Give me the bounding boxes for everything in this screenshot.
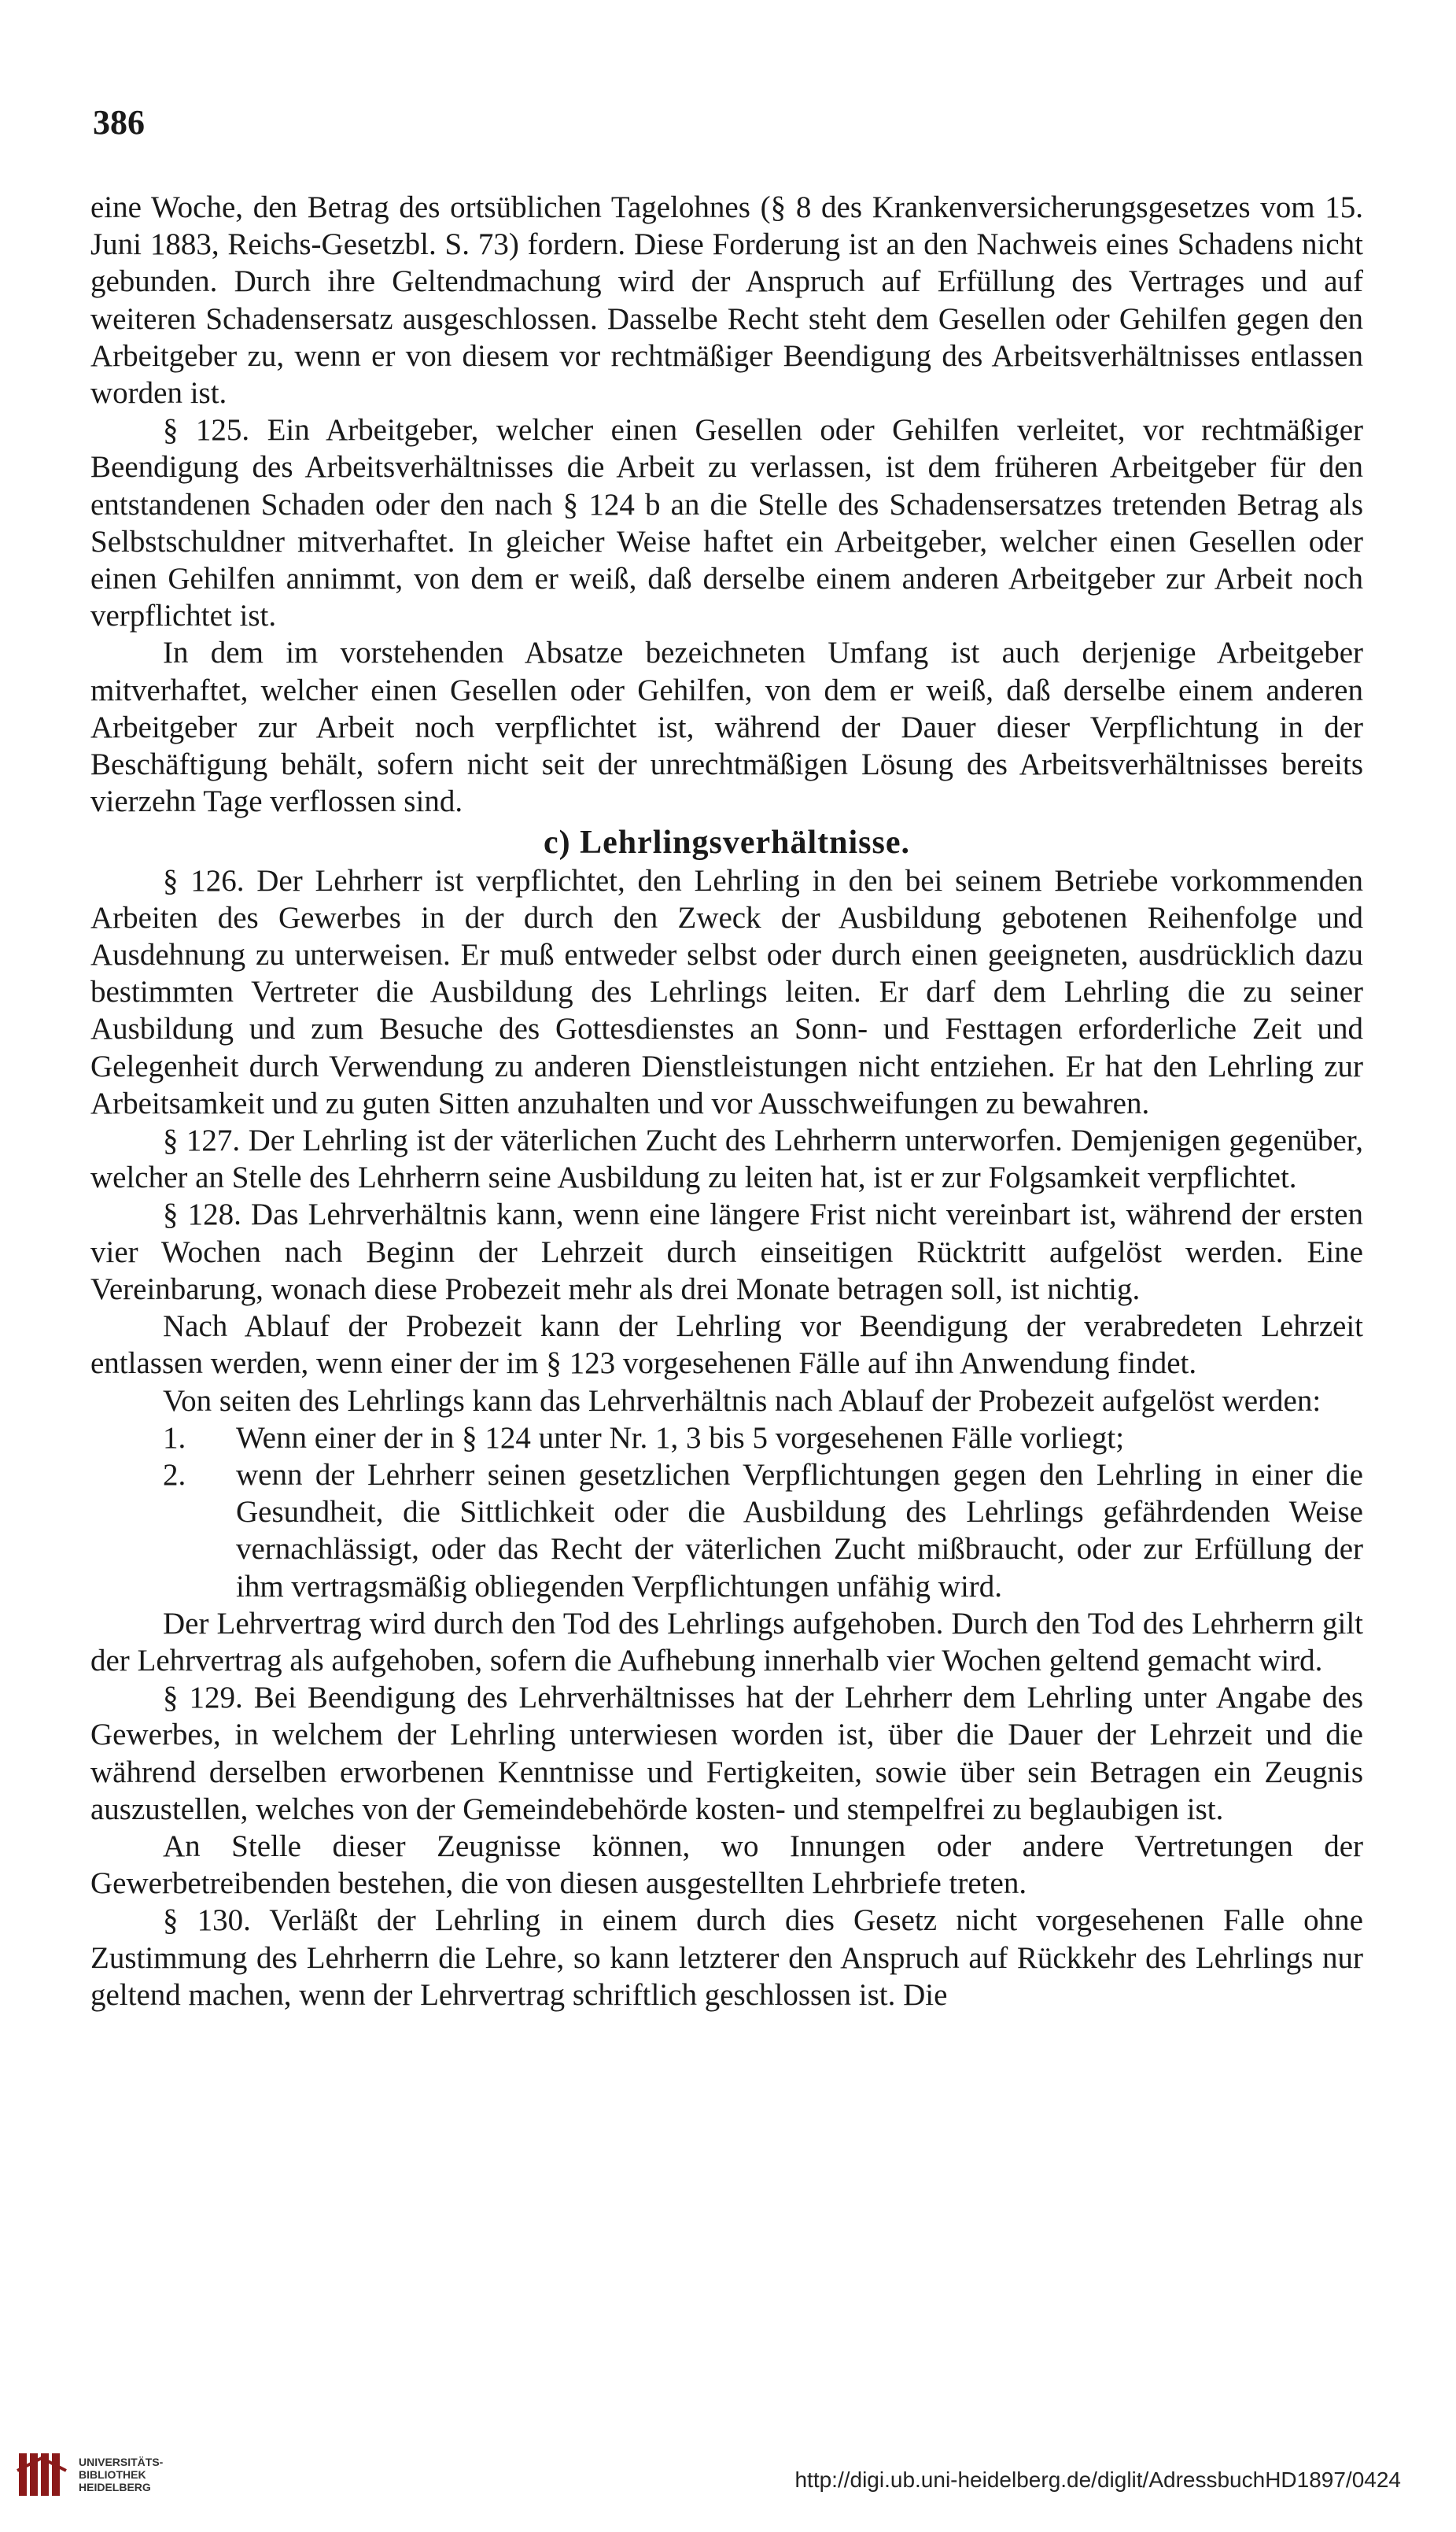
top-paragraphs	[90, 189, 1363, 820]
paragraph: § 128. Das Lehrverhältnis kann, wenn eine längere Frist nicht vereinbart ist, während der ersten vier Wochen nach Beginn der Lehrzeit durch einseitigen Rücktritt aufgelöst werden. Eine Vereinbarung, wonach diese Probezeit mehr als drei Monate betragen soll, ist nichtig.	[90, 1198, 1363, 1306]
list-item	[90, 1456, 1363, 1605]
bottom-paragraphs	[90, 1605, 1363, 2013]
library-name	[79, 2456, 163, 2493]
university-seal-icon	[14, 2447, 69, 2502]
paragraph: § 125. Ein Arbeitgeber, welcher einen Gesellen oder Gehilfen verleitet, vor rechtmäßiger Beendigung des Arbeitsverhältnisses die Arbeit zu verlassen, ist dem früheren Arbeitgeber für den entstandenen Schaden oder den nach § 124 b an die Stelle des Schadensersatzes tretenden Betrag als Selbstschuldner mitverhaftet. In gleicher Weise haftet ein Arbeitgeber, welcher einen Gesellen oder einen Gehilfen annimmt, von dem er weiß, daß derselbe einem anderen Arbeitgeber zur Arbeit noch verpflichtet ist.	[90, 413, 1363, 633]
paragraph: § 130. Verläßt der Lehrling in einem durch dies Gesetz nicht vorgesehenen Falle ohne Zustimmung des Lehrherrn die Lehre, so kann letzterer den Anspruch auf Rückkehr des Lehrlings nur geltend machen, wenn der Lehrvertrag schriftlich geschlossen ist. Die	[90, 1903, 1363, 2012]
logo-line-2: BIBLIOTHEK	[79, 2468, 146, 2481]
paragraph: Der Lehrvertrag wird durch den Tod des Lehrlings aufgehoben. Durch den Tod des Lehrherrn gilt der Lehrvertrag als aufgehoben, sofern die Aufhebung innerhalb vier Wochen geltend gemacht wird.	[90, 1606, 1363, 1678]
section-heading: c) Lehrlingsverhältnisse.	[544, 825, 910, 862]
source-url-link[interactable]: http://digi.ub.uni-heidelberg.de/diglit/AdressbuchHD1897/0424	[794, 2467, 1401, 2492]
list-item-number: 1.	[163, 1420, 186, 1455]
paragraph: § 127. Der Lehrling ist der väterlichen Zucht des Lehrherrn unterworfen. Demjenigen gegenüber, welcher an Stelle des Lehrherrn seine Ausbildung zu leiten hat, ist er zur Folgsamkeit verpflichtet.	[90, 1124, 1363, 1195]
paragraph: Nach Ablauf der Probezeit kann der Lehrling vor Beendigung der verabredeten Lehrzeit entlassen werden, wenn einer der im § 123 vorgesehenen Fälle auf ihn Anwendung findet.	[90, 1309, 1363, 1381]
paragraph: § 126. Der Lehrherr ist verpflichtet, den Lehrling in den bei seinem Betriebe vorkommenden Arbeiten des Gewerbes in der durch den Zweck der Ausbildung gebotenen Reihenfolge und Ausdehnung zu unterweisen. Er muß entweder selbst oder durch einen geeigneten, ausdrücklich dazu bestimmten Vertreter die Ausbildung des Lehrlings leiten. Er darf dem Lehrling die zu seiner Ausbildung und zum Besuche des Gottesdienstes an Sonn- und Festtagen erforderliche Zeit und Gelegenheit durch Verwendung zu anderen Dienstleistungen nicht entziehen. Er hat den Lehrling zur Arbeitsamkeit und zu guten Sitten anzuhalten und vor Ausschweifungen zu bewahren.	[90, 863, 1363, 1120]
paragraph: § 129. Bei Beendigung des Lehrverhältnisses hat der Lehrherr dem Lehrling unter Angabe des Gewerbes, in welchem der Lehrling unterwiesen worden ist, über die Dauer der Lehrzeit und die während derselben erworbenen Kenntnisse und Fertigkeiten, sowie über sein Betragen ein Zeugnis auszustellen, welches von der Gemeindebehörde kosten- und stempelfrei zu beglaubigen ist.	[90, 1681, 1363, 1826]
logo-line-1: UNIVERSITÄTS-	[79, 2456, 164, 2468]
list-item-text: Wenn einer der in § 124 unter Nr. 1, 3 bis 5 vorgesehenen Fälle vorliegt;	[236, 1420, 1125, 1455]
list-item-number: 2.	[163, 1457, 186, 1492]
logo-line-3: HEIDELBERG	[79, 2481, 151, 2493]
middle-paragraphs	[90, 862, 1363, 1419]
paragraph: In dem im vorstehenden Absatze bezeichneten Umfang ist auch derjenige Arbeitgeber mitverhaftet, welcher einen Gesellen oder Gehilfen, von dem er weiß, daß derselbe einem anderen Arbeitgeber zur Arbeit noch verpflichtet ist, während der Dauer dieser Verpflichtung in der Beschäftigung behält, sofern nicht seit der unrechtmäßigen Lösung des Arbeitsverhältnisses bereits vierzehn Tage verflossen sind.	[90, 636, 1363, 819]
footer	[0, 2439, 1456, 2502]
enumerated-list	[90, 1419, 1363, 1605]
paragraph: An Stelle dieser Zeugnisse können, wo Innungen oder andere Vertretungen der Gewerbetreibenden bestehen, die von diesen ausgestellten Lehrbriefe treten.	[90, 1829, 1363, 1901]
paragraph: eine Woche, den Betrag des ortsüblichen Tagelohnes (§ 8 des Krankenversicherungsgesetzes vom 15. Juni 1883, Reichs-Gesetzbl. S. 73) fordern. Diese Forderung ist an den Nachweis eines Schadens nicht gebunden. Durch ihre Geltendmachung wird der Anspruch auf Erfüllung des Vertrages und auf weiteren Schadensersatz ausgeschlossen. Dasselbe Recht steht dem Gesellen oder Gehilfen gegen den Arbeitgeber zu, wenn er von diesem vor rechtmäßiger Beendigung des Arbeitsverhältnisses entlassen worden ist.	[90, 190, 1363, 411]
document-body	[90, 189, 1363, 2013]
page-number: 386	[93, 103, 145, 142]
paragraph: Von seiten des Lehrlings kann das Lehrverhältnis nach Ablauf der Probezeit aufgelöst werden:	[163, 1383, 1321, 1418]
list-item	[90, 1419, 1363, 1456]
library-logo[interactable]	[14, 2445, 187, 2504]
list-item-text: wenn der Lehrherr seinen gesetzlichen Verpflichtungen gegen den Lehrling in einer die Gesundheit, die Sittlichkeit oder die Ausbildung des Lehrlings gefährdenden Weise vernachlässigt, oder das Recht der väterlichen Zucht mißbraucht, oder zur Erfüllung der ihm vertragsmäßig obliegenden Verpflichtungen unfähig wird.	[236, 1457, 1363, 1604]
